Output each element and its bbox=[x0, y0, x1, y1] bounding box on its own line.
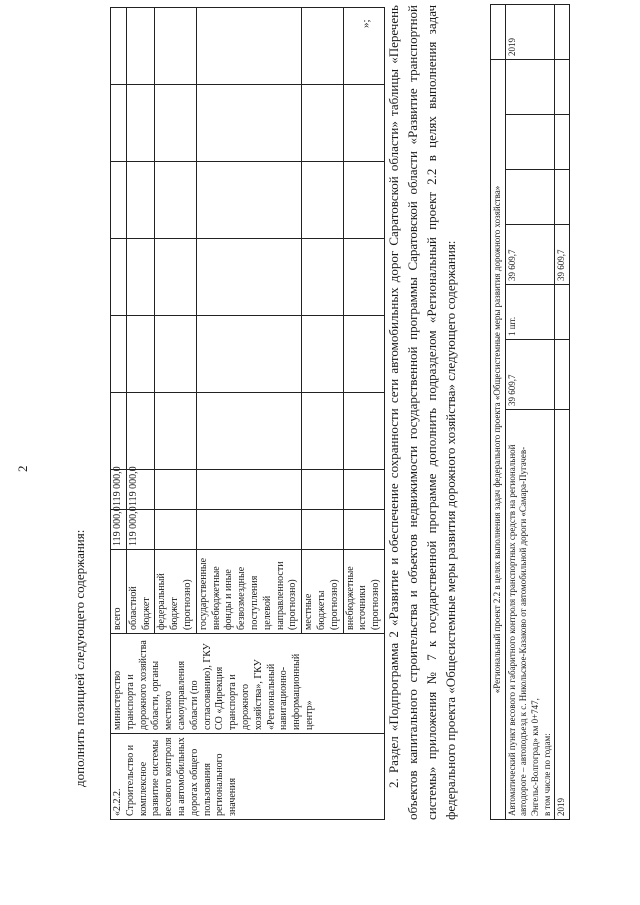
value-cell: 119 000,0 bbox=[111, 510, 127, 550]
source-cell: областной бюджет bbox=[126, 550, 155, 634]
paragraph-text: 2. Раздел «Подпрограмма 2 «Развитие и обеспечение сохранности сети автомобильных дорог Саратовской области» таблицы «Перечень объектов капитального строительства и объектов недвижимости государственной программы Саратовской области «Развитие транспортной системы» приложения № 7 к государственной программе дополнить подразделом «Региональный проект 2.2 в целях выполнения задач федерального проекта «Общесистемные меры развития дорожного хозяйства» следующего содержания: bbox=[386, 5, 458, 820]
cost-cell: 39 609,7 bbox=[505, 340, 555, 410]
object-description: Автоматический пункт весового и габаритного контроля транспортных средств на региональной автодороге – автоподъезд к с. Никольское-Казаково от автомобильной дороги «Самара-Пугачев-Энгельс-Волгоград» км 0+747, bbox=[506, 444, 541, 816]
year-label-cell: 2019 bbox=[555, 410, 570, 820]
table-row bbox=[505, 5, 555, 820]
value-cell: 119 000,0 bbox=[126, 470, 155, 510]
source-cell: федеральный бюджет (прогнозно) bbox=[155, 550, 196, 634]
quantity-cell: 1 шт. bbox=[505, 285, 555, 340]
object-description-cell bbox=[505, 410, 555, 820]
paragraph-2 bbox=[385, 5, 460, 820]
source-cell: всего bbox=[111, 550, 127, 634]
source-cell: местные бюджеты (прогнозно) bbox=[302, 550, 343, 634]
regional-project-header: «Региональный проект 2.2 в целях выполнения задач федерального проекта «Общесистемные меры развития дорожного хозяйства» bbox=[491, 60, 506, 820]
measure-name-cell: «2.2.2. Строительство и комплексное развитие системы весового контроля на автомобильных дорогах общего пользования регионального значения bbox=[111, 734, 385, 820]
cost-cell: 39 609,7 bbox=[505, 225, 555, 285]
table-row bbox=[555, 5, 570, 820]
value-cell: 119 000,0 bbox=[111, 470, 127, 510]
value-cell: 119 000,0 bbox=[126, 510, 155, 550]
closing-quote: »; bbox=[360, 19, 372, 28]
year-cell: 2019 bbox=[505, 5, 555, 60]
year-value-cell: 39 609,7 bbox=[555, 225, 570, 285]
page-number: 2 bbox=[15, 465, 30, 472]
intro-text: дополнить позицией следующего содержания: bbox=[72, 529, 87, 787]
table-header-row bbox=[491, 5, 506, 820]
source-cell: государственные внебюджетные фонды и иные безвозмездные поступления целевой направленности (прогнозно) bbox=[196, 550, 301, 634]
table-row bbox=[111, 8, 127, 820]
objects-table bbox=[490, 4, 570, 820]
financing-table bbox=[110, 7, 385, 820]
executor-cell: министерство транспорта и дорожного хозяйства области, органы местного самоуправления области (по согласованию), ГКУ СО «Дирекция транспорта и дорожного хозяйства», ГКУ «Региональный навигационно-информационный центр» bbox=[111, 634, 385, 734]
by-years-label: в том числе по годам: bbox=[541, 733, 552, 816]
source-cell: внебюджетные источники (прогнозно) bbox=[343, 550, 384, 634]
